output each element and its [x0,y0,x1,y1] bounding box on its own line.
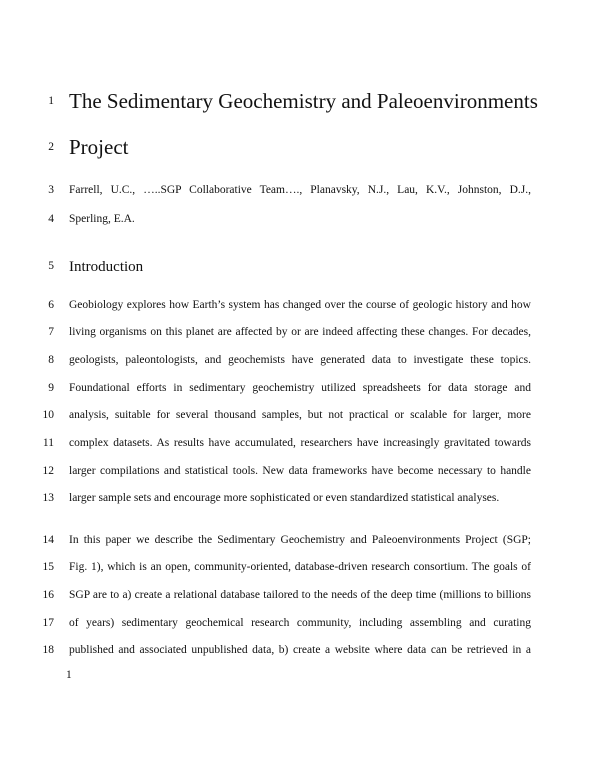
page-number: 1 [66,669,72,681]
line-number: 17 [42,617,54,629]
body-text-line: complex datasets. As results have accumulated, researchers have increasingly gravitated towards [69,437,531,449]
body-text-line: Fig. 1), which is an open, community-oriented, database-driven research consortium. The goals of [69,561,531,573]
line-number: 4 [48,213,54,225]
body-text-line: Geobiology explores how Earth’s system has changed over the course of geologic history and how [69,299,531,311]
line-number: 12 [42,465,54,477]
body-text-line: SGP are to a) create a relational database tailored to the needs of the deep time (millions to billions [69,589,531,601]
body-text-line: In this paper we describe the Sedimentary Geochemistry and Paleoenvironments Project (SGP; [69,534,531,546]
line-number: 7 [48,326,54,338]
line-number: 2 [48,141,54,153]
body-text-line: geologists, paleontologists, and geochemists have generated data to investigate these topics. [69,354,531,366]
line-number: 16 [42,589,54,601]
line-number: 1 [48,95,54,107]
paper-title-line: The Sedimentary Geochemistry and Paleoenvironments [69,89,538,113]
line-number: 9 [48,382,54,394]
body-text-line: analysis, suitable for several thousand samples, but not practical or scalable for larger, more [69,409,531,421]
body-text-line: Foundational efforts in sedimentary geochemistry utilized spreadsheets for data storage and [69,382,531,394]
line-number: 13 [42,492,54,504]
line-number: 3 [48,184,54,196]
body-text-line: of years) sedimentary geochemical research community, including assembling and curating [69,617,531,629]
body-text-line: larger compilations and statistical tools. New data frameworks have become necessary to handle [69,465,531,477]
author-line: Sperling, E.A. [69,213,135,225]
line-number: 14 [42,534,54,546]
body-text-line: published and associated unpublished data, b) create a website where data can be retrieved in a [69,644,531,656]
body-text-line: larger sample sets and encourage more sophisticated or even standardized statistical analyses. [69,492,500,504]
line-number: 18 [42,644,54,656]
section-heading: Introduction [69,259,144,275]
line-number: 10 [42,409,54,421]
line-number: 6 [48,299,54,311]
line-number: 8 [48,354,54,366]
line-number: 11 [42,437,54,449]
body-text-line: living organisms on this planet are affected by or are indeed affecting these changes. For decades, [69,326,531,338]
line-number: 15 [42,561,54,573]
author-line: Farrell, U.C., …..SGP Collaborative Team…., Planavsky, N.J., Lau, K.V., Johnston, D.J., [69,184,531,196]
line-number: 5 [48,260,54,272]
paper-title-line: Project [69,135,129,159]
